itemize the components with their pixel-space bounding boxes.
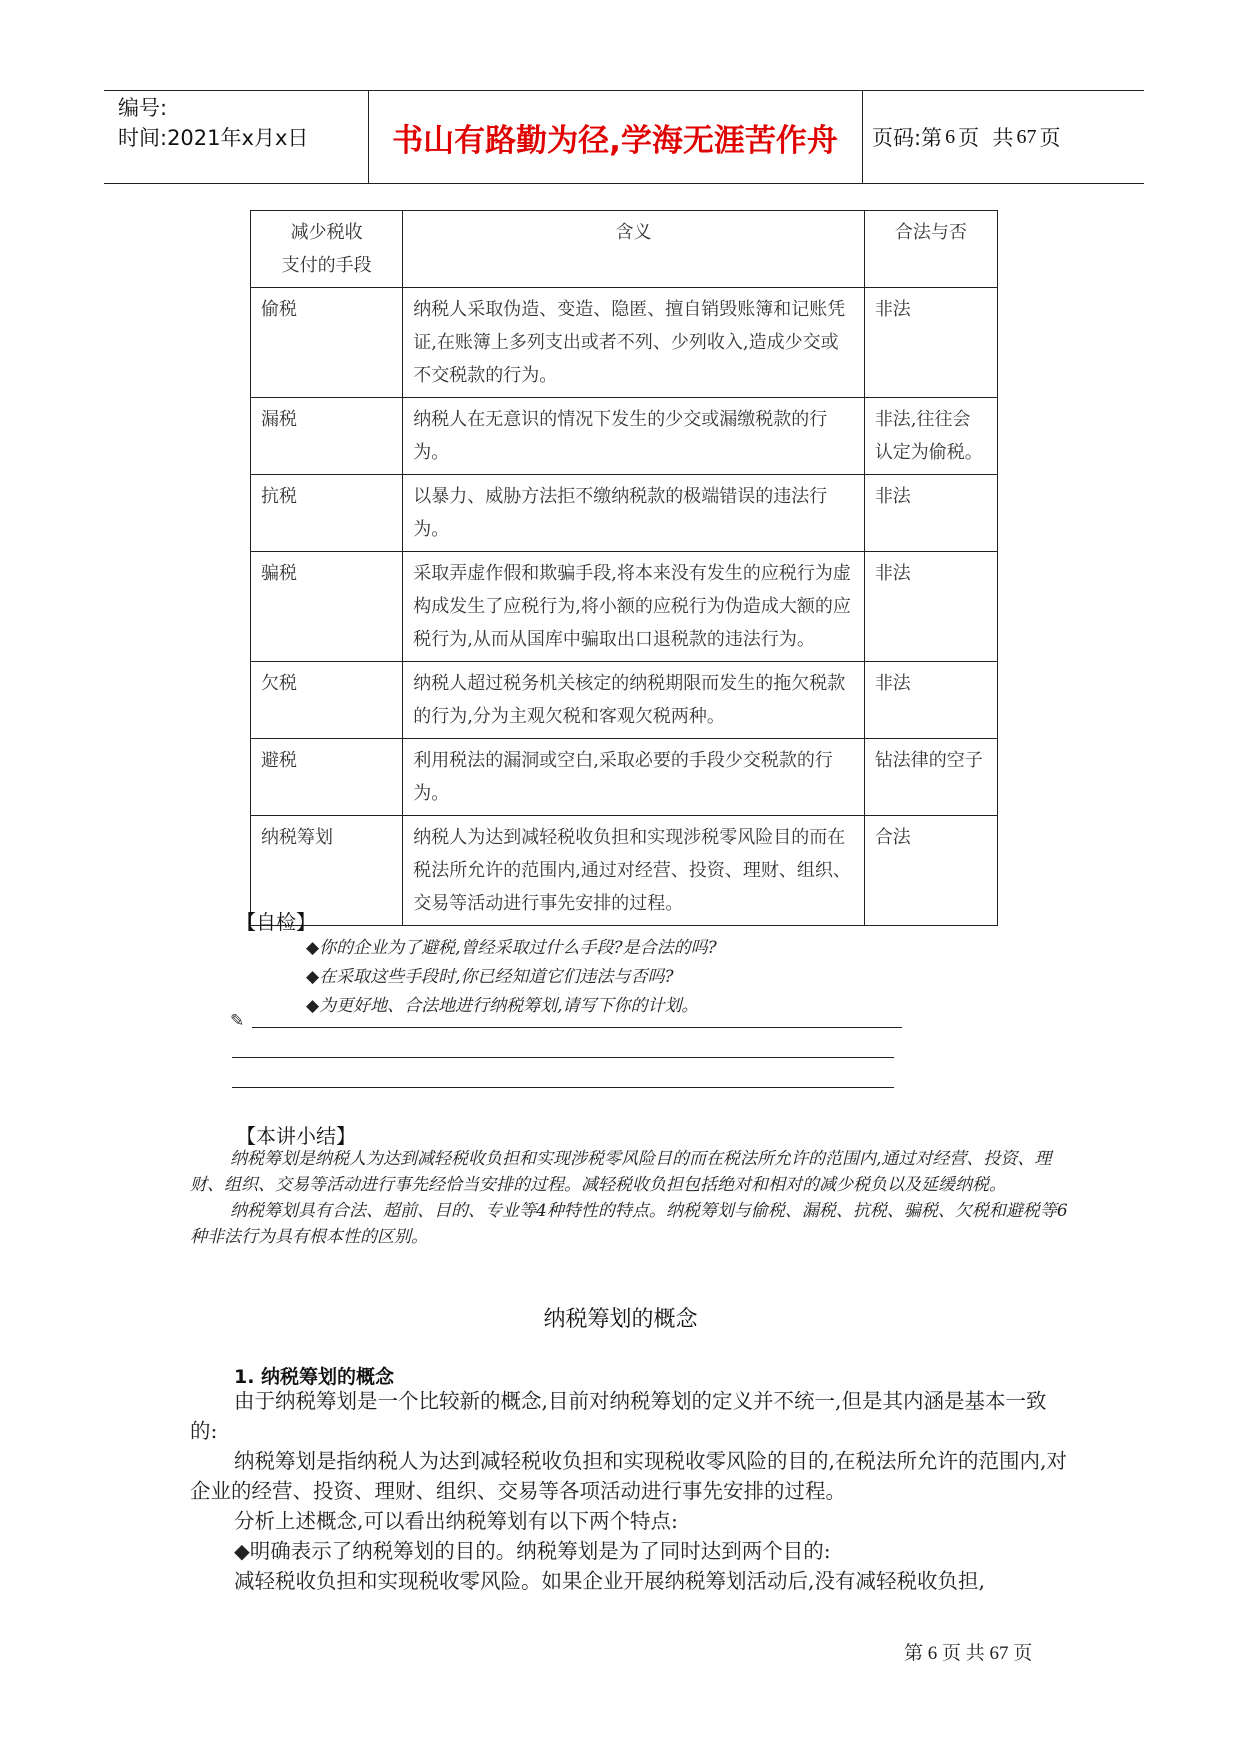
concept-body <box>190 1386 1070 1596</box>
cell-legal: 非法 <box>864 475 997 552</box>
tax-means-table <box>250 210 998 926</box>
col-header-meaning: 含义 <box>403 211 865 288</box>
cell-meaning: 纳税人在无意识的情况下发生的少交或漏缴税款的行为。 <box>403 398 865 475</box>
self-check-title: 【自检】 <box>236 910 316 934</box>
header-meta <box>118 93 368 153</box>
page-number: 6 <box>945 125 956 148</box>
cell-meaning: 纳税人为达到减轻税收负担和实现涉税零风险目的而在税法所允许的范围内,通过对经营、投资、理财、组织、交易等活动进行事先安排的过程。 <box>403 816 865 926</box>
body-paragraph: 纳税筹划是指纳税人为达到减轻税收负担和实现税收零风险的目的,在税法所允许的范围内,对企业的经营、投资、理财、组织、交易等各项活动进行事先安排的过程。 <box>190 1449 1068 1503</box>
table-row <box>251 739 998 816</box>
summary-body <box>190 1146 1070 1250</box>
cell-means: 漏税 <box>251 398 403 475</box>
summary-paragraph: 纳税筹划具有合法、超前、目的、专业等4种特性的特点。纳税筹划与偷税、漏税、抗税、骗税、欠税和避税等6种非法行为具有根本性的区别。 <box>190 1201 1068 1247</box>
summary-title: 【本讲小结】 <box>236 1124 356 1148</box>
col-header-means: 减少税收 支付的手段 <box>251 211 403 288</box>
self-check-item: ◆在采取这些手段时,你已经知道它们违法与否吗? <box>306 967 674 987</box>
cell-means: 抗税 <box>251 475 403 552</box>
body-paragraph: ◆明确表示了纳税筹划的目的。纳税筹划是为了同时达到两个目的: <box>234 1539 831 1563</box>
cell-means: 纳税筹划 <box>251 816 403 926</box>
cell-means: 避税 <box>251 739 403 816</box>
subsection-title: 1. 纳税筹划的概念 <box>234 1366 395 1388</box>
body-paragraph: 由于纳税筹划是一个比较新的概念,目前对纳税筹划的定义并不统一,但是其内涵是基本一致的: <box>190 1389 1047 1443</box>
page-mid: 页 共 <box>958 126 1014 150</box>
cell-means: 偷税 <box>251 288 403 398</box>
answer-line[interactable] <box>252 1027 902 1028</box>
page-header <box>104 90 1144 184</box>
pen-icon: ✎ <box>230 1011 245 1031</box>
cell-legal: 合法 <box>864 816 997 926</box>
cell-means: 欠税 <box>251 662 403 739</box>
header-page-info <box>872 91 1060 183</box>
table-row <box>251 398 998 475</box>
cell-meaning: 纳税人采取伪造、变造、隐匿、擅自销毁账簿和记账凭证,在账簿上多列支出或者不列、少列收入,造成少交或不交税款的行为。 <box>403 288 865 398</box>
cell-legal: 非法 <box>864 552 997 662</box>
page-suffix: 页 <box>1039 126 1061 150</box>
page-prefix: 页码:第 <box>872 126 943 150</box>
answer-line[interactable] <box>232 1087 894 1088</box>
table-header-row <box>251 211 998 288</box>
cell-means: 骗税 <box>251 552 403 662</box>
self-check-item: ◆你的企业为了避税,曾经采取过什么手段?是合法的吗? <box>306 938 717 958</box>
table-row <box>251 475 998 552</box>
page-total: 67 <box>1016 125 1037 148</box>
cell-legal: 非法 <box>864 662 997 739</box>
header-motto: 书山有路勤为径,学海无涯苦作舟 <box>392 122 838 159</box>
cell-meaning: 利用税法的漏洞或空白,采取必要的手段少交税款的行为。 <box>403 739 865 816</box>
table-row <box>251 552 998 662</box>
answer-line[interactable] <box>232 1057 894 1058</box>
body-paragraph: 分析上述概念,可以看出纳税筹划有以下两个特点: <box>234 1509 678 1533</box>
cell-legal: 钻法律的空子 <box>864 739 997 816</box>
cell-meaning: 采取弄虚作假和欺骗手段,将本来没有发生的应税行为虚构成发生了应税行为,将小额的应税行为伪造成大额的应税行为,从而从国库中骗取出口退税款的违法行为。 <box>403 552 865 662</box>
time-label: 时间:2021年x月x日 <box>118 126 309 150</box>
self-check-item: ◆为更好地、合法地进行纳税筹划,请写下你的计划。 <box>306 996 699 1016</box>
table-row <box>251 288 998 398</box>
serial-label: 编号: <box>118 96 168 120</box>
cell-legal: 非法 <box>864 288 997 398</box>
table-row <box>251 662 998 739</box>
section-title: 纳税筹划的概念 <box>543 1307 698 1332</box>
header-divider-right <box>862 91 863 183</box>
body-paragraph: 减轻税收负担和实现税收零风险。如果企业开展纳税筹划活动后,没有减轻税收负担, <box>234 1569 986 1593</box>
col-header-legal: 合法与否 <box>864 211 997 288</box>
cell-meaning: 以暴力、威胁方法拒不缴纳税款的极端错误的违法行为。 <box>403 475 865 552</box>
table-row <box>251 816 998 926</box>
cell-meaning: 纳税人超过税务机关核定的纳税期限而发生的拖欠税款的行为,分为主观欠税和客观欠税两种。 <box>403 662 865 739</box>
page-footer: 第 6 页 共 67 页 <box>904 1643 1033 1664</box>
cell-legal: 非法,往往会认定为偷税。 <box>864 398 997 475</box>
self-check-list <box>306 934 717 1021</box>
summary-paragraph: 纳税筹划是纳税人为达到减轻税收负担和实现涉税零风险目的而在税法所允许的范围内,通过对经营、投资、理财、组织、交易等活动进行事先经恰当安排的过程。减轻税收负担包括绝对和相对的减少税负以及延缓纳税。 <box>190 1149 1052 1195</box>
